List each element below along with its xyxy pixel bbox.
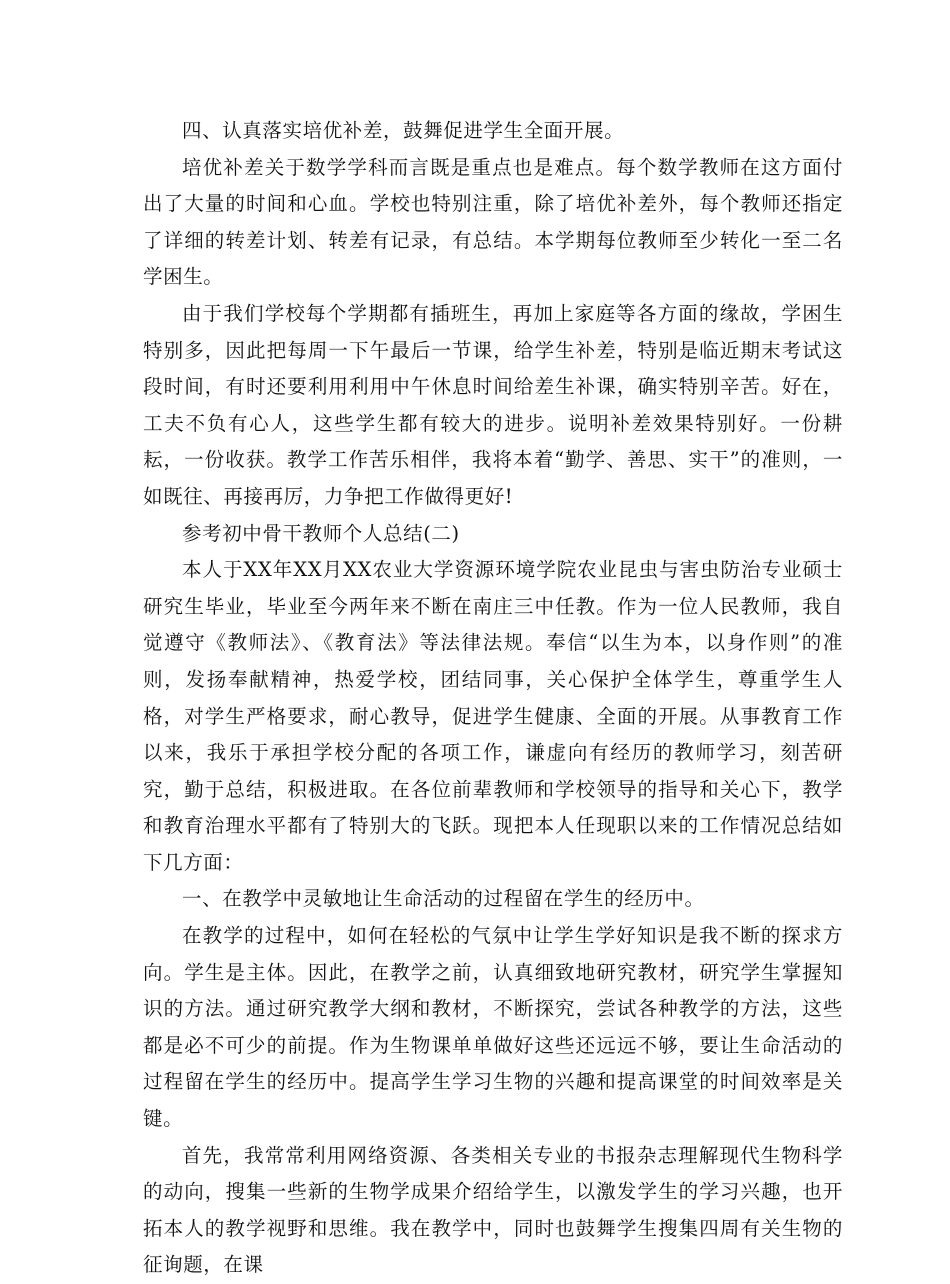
paragraph: 在教学的过程中，如何在轻松的气氛中让学生学好知识是我不断的探求方向。学生是主体。因此，在教学之前，认真细致地研究教材，研究学生掌握知识的方法。通过研究教学大纲和教材，不断探究，尝试各种教学的方法，这些都是必不可少的前提。作为生物课单单做好这些还远远不够，要让生命活动的过程留在学生的经历中。提高学生学习生物的兴趣和提高课堂的时间效率是关键。 — [143, 924, 843, 1131]
section-heading-1: 一、在教学中灵敏地让生命活动的过程留在学生的经历中。 — [182, 887, 705, 911]
paragraph: 培优补差关于数学学科而言既是重点也是难点。每个数学教师在这方面付出了大量的时间和心血。学校也特别注重，除了培优补差外，每个教师还指定了详细的转差计划、转差有记录，有总结。本学期每位教师至少转化一至二名学困生。 — [143, 155, 843, 289]
document-subtitle: 参考初中骨干教师个人总结(二) — [182, 521, 460, 545]
section-heading-4: 四、认真落实培优补差，鼓舞促进学生全面开展。 — [182, 119, 625, 142]
paragraph: 本人于XX年XX月XX农业大学资源环境学院农业昆虫与害虫防治专业硕士研究生毕业，毕业至今两年来不断在南庄三中任教。作为一位人民教师，我自觉遵守《教师法》、《教育法》等法律法规。奉信“以生为本，以身作则”的准则，发扬奉献精神，热爱学校，团结同事，关心保护全体学生，尊重学生人格，对学生严格要求，耐心教导，促进学生健康、全面的开展。从事教育工作以来，我乐于承担学校分配的各项工作，谦虚向有经历的教师学习，刻苦研究，勤于总结，积极进取。在各位前辈教师和学校领导的指导和关心下，教学和教育治理水平都有了特别大的飞跃。现把本人任现职以来的工作情况总结如下几方面： — [143, 558, 843, 874]
document-body — [143, 113, 843, 1284]
paragraph: 首先，我常常利用网络资源、各类相关专业的书报杂志理解现代生物科学的动向，搜集一些新的生物学成果介绍给学生，以激发学生的学习兴趣，也开拓本人的教学视野和思维。我在教学中，同时也鼓舞学生搜集四周有关生物的征询题，在课 — [143, 1143, 843, 1277]
paragraph: 由于我们学校每个学期都有插班生，再加上家庭等各方面的缘故，学困生特别多，因此把每周一下午最后一节课，给学生补差，特别是临近期末考试这段时间，有时还要利用利用中午休息时间给差生补课，确实特别辛苦。好在，工夫不负有心人，这些学生都有较大的进步。说明补差效果特别好。一份耕耘，一份收获。教学工作苦乐相伴，我将本着“勤学、善思、实干”的准则，一如既往、再接再厉，力争把工作做得更好! — [143, 301, 843, 508]
